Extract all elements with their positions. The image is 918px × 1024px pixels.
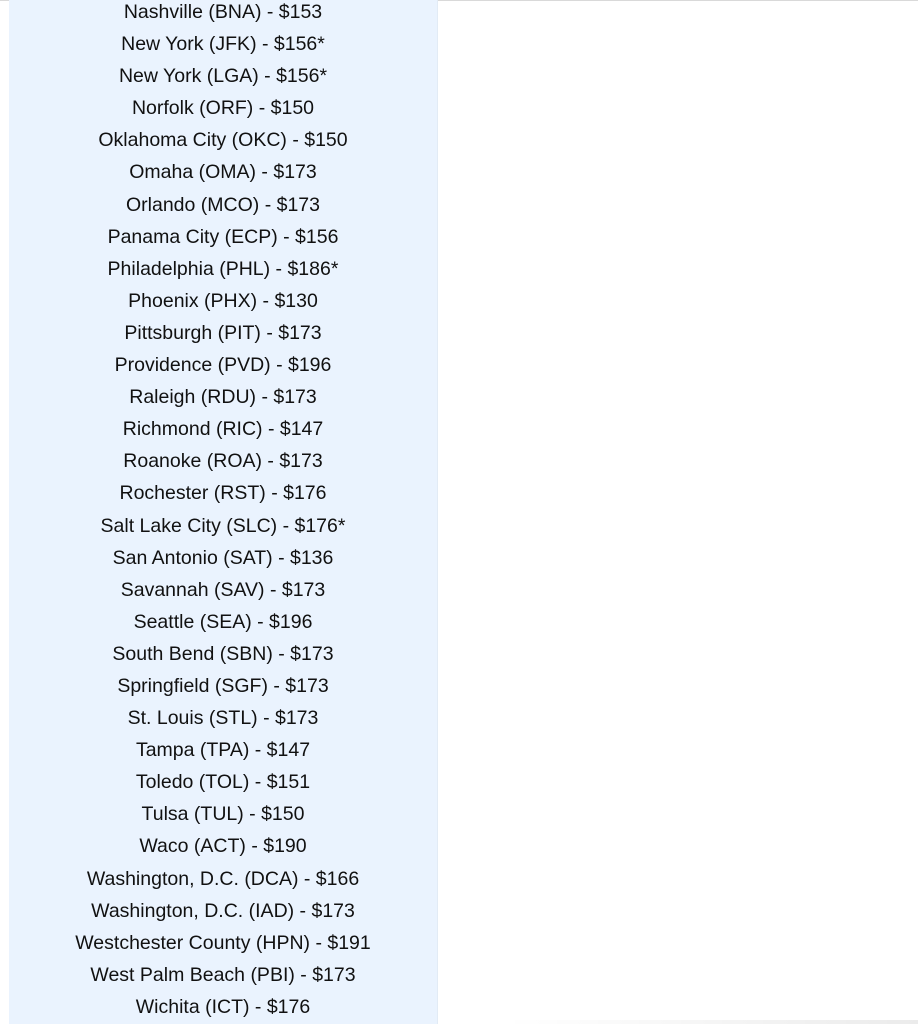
fare-list (9, 0, 437, 1023)
fare-list-item: Phoenix (PHX) - $130 (128, 289, 318, 312)
fare-list-item: Oklahoma City (OKC) - $150 (98, 129, 348, 152)
fare-list-item: New York (LGA) - $156* (118, 65, 328, 88)
fare-list-item: Pittsburgh (PIT) - $173 (124, 321, 322, 344)
fare-list-panel (9, 0, 438, 1024)
fare-list-item: Richmond (RIC) - $147 (122, 418, 324, 441)
fare-list-item: St. Louis (STL) - $173 (127, 707, 319, 730)
fare-list-item: San Antonio (SAT) - $136 (112, 546, 334, 569)
fare-list-item: Tulsa (TUL) - $150 (141, 803, 305, 826)
fare-list-item: Savannah (SAV) - $173 (120, 578, 326, 601)
fare-list-item: Waco (ACT) - $190 (139, 835, 307, 858)
fare-list-item: South Bend (SBN) - $173 (112, 642, 334, 665)
fare-list-item: Wichita (ICT) - $176 (135, 995, 311, 1018)
fare-list-item: Raleigh (RDU) - $173 (129, 386, 317, 409)
fare-list-item: Seattle (SEA) - $196 (133, 610, 313, 633)
fare-list-item: Nashville (BNA) - $153 (123, 1, 323, 23)
fare-list-item: Norfolk (ORF) - $150 (131, 97, 315, 120)
fare-list-item: Washington, D.C. (IAD) - $173 (91, 899, 355, 922)
fare-list-item: Toledo (TOL) - $151 (135, 771, 311, 794)
fare-list-item: Providence (PVD) - $196 (114, 354, 332, 377)
fare-list-item: Panama City (ECP) - $156 (107, 225, 339, 248)
fare-list-item: Springfield (SGF) - $173 (117, 674, 329, 697)
fare-list-item: Tampa (TPA) - $147 (135, 739, 311, 762)
fare-list-item: Roanoke (ROA) - $173 (123, 450, 323, 473)
fare-list-item: Orlando (MCO) - $173 (126, 193, 320, 216)
fare-list-item: Philadelphia (PHL) - $186* (107, 257, 339, 280)
fare-list-item: Westchester County (HPN) - $191 (75, 931, 371, 954)
fare-list-item: Rochester (RST) - $176 (119, 482, 327, 505)
fare-list-item: Washington, D.C. (DCA) - $166 (86, 867, 360, 890)
fare-list-item: West Palm Beach (PBI) - $173 (90, 963, 356, 986)
fare-list-item: Salt Lake City (SLC) - $176* (100, 514, 346, 537)
scroll-edge-shadow (0, 1020, 918, 1024)
fare-list-item: Omaha (OMA) - $173 (129, 161, 317, 184)
fare-list-item: New York (JFK) - $156* (121, 33, 325, 56)
